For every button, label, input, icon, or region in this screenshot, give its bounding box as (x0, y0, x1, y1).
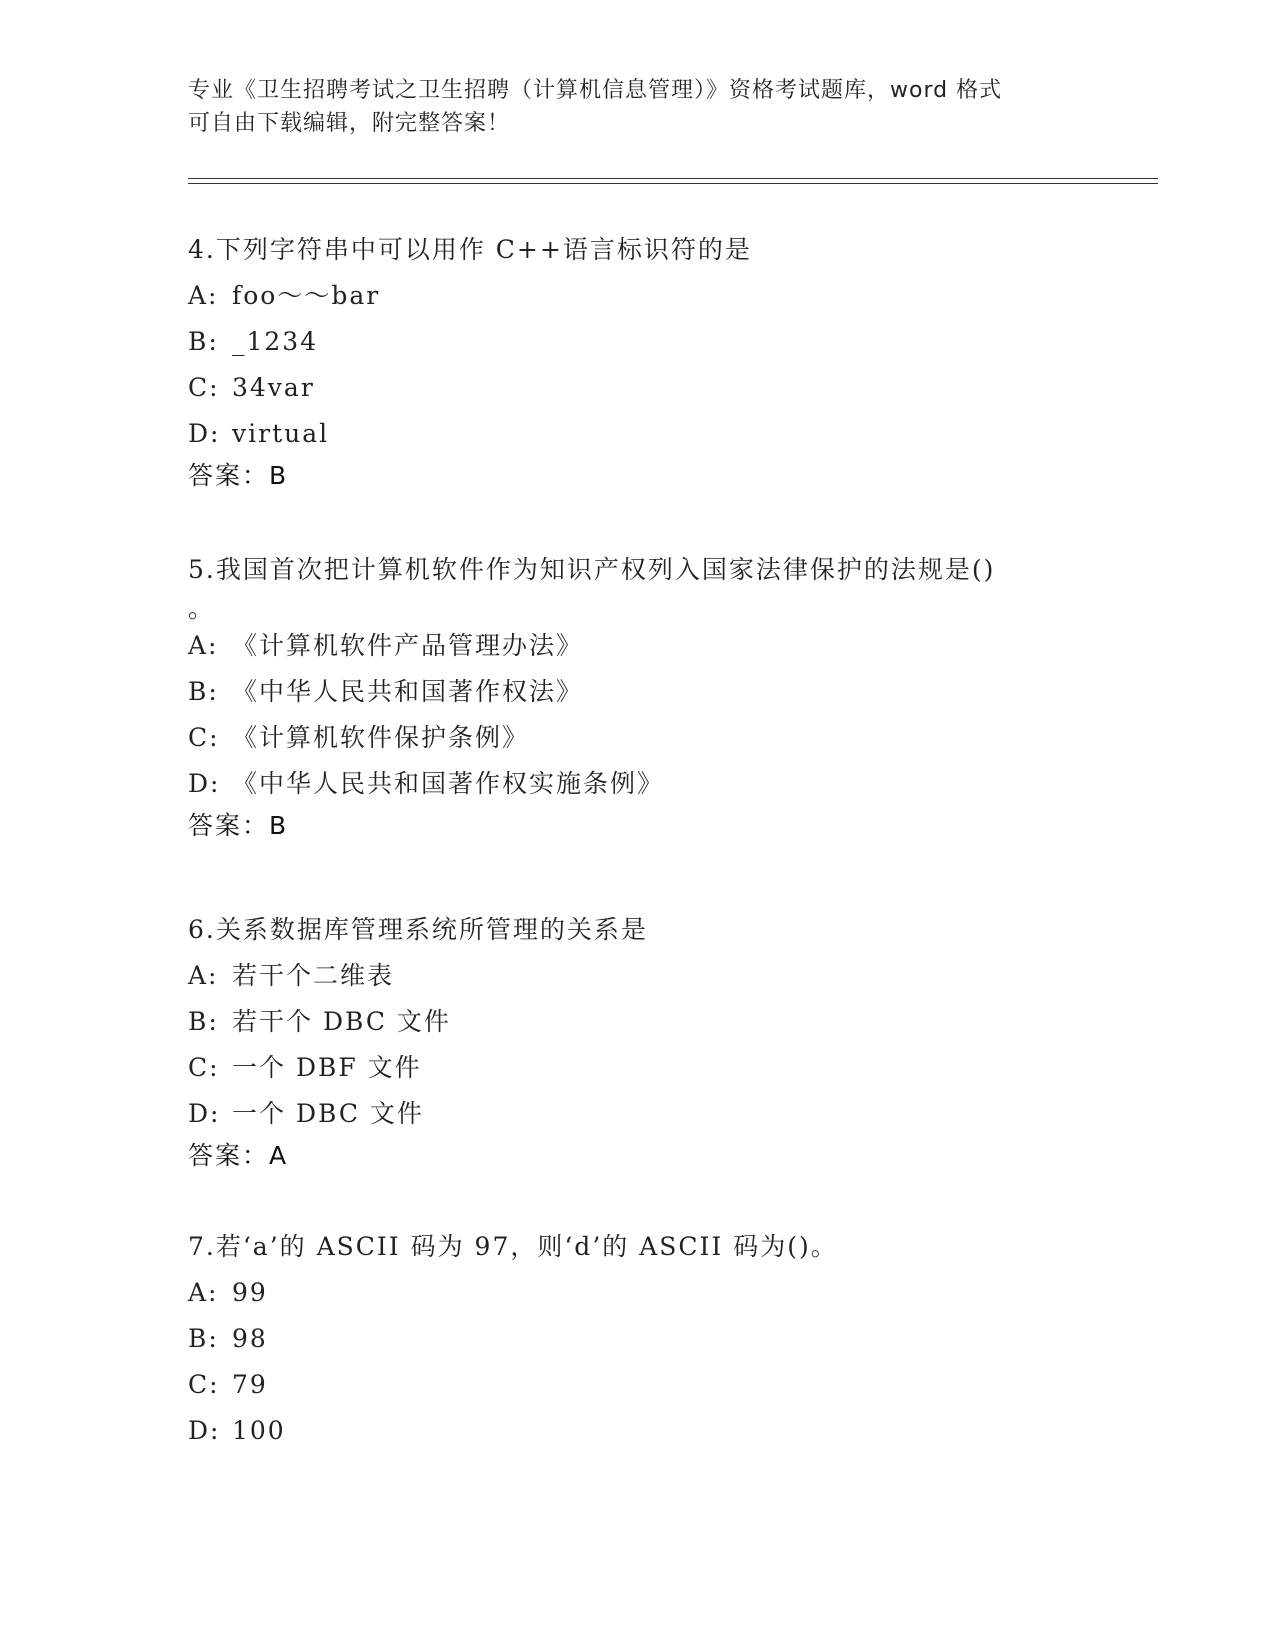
answer-line: 答案：B (188, 461, 289, 490)
option-letter: B: (188, 677, 219, 706)
option-letter: B: (188, 327, 219, 356)
option-c (188, 370, 1088, 416)
option-d (188, 1413, 1088, 1459)
question-stem: 5.我国首次把计算机软件作为知识产权列入国家法律保护的法规是() (188, 555, 996, 584)
option-d (188, 416, 1088, 462)
option-letter: C: (188, 1053, 220, 1082)
option-text: 《计算机软件产品管理办法》 (232, 631, 584, 660)
question-stem: 7.若‘a’的 ASCII 码为 97，则‘d’的 ASCII 码为()。 (188, 1232, 838, 1261)
answer-line: 答案：A (188, 1141, 289, 1170)
option-text: 若干个 DBC 文件 (232, 1007, 451, 1036)
option-text: 一个 DBF 文件 (232, 1053, 422, 1082)
option-a (188, 278, 1088, 324)
option-letter: D: (188, 1099, 221, 1128)
option-c (188, 720, 1088, 766)
question-stem: 6.关系数据库管理系统所管理的关系是 (188, 915, 648, 944)
option-a (188, 958, 1088, 1004)
option-letter: D: (188, 1416, 221, 1445)
option-letter: C: (188, 1370, 220, 1399)
option-d (188, 766, 1088, 812)
option-text: 《计算机软件保护条例》 (232, 723, 530, 752)
option-text: 《中华人民共和国著作权实施条例》 (232, 769, 665, 798)
option-text: 一个 DBC 文件 (232, 1099, 424, 1128)
document-header (188, 74, 1088, 140)
option-letter: B: (188, 1324, 219, 1353)
header-divider-bottom (188, 183, 1158, 184)
option-a (188, 1275, 1088, 1321)
option-letter: D: (188, 419, 221, 448)
answer-line: 答案：B (188, 811, 289, 840)
option-text: 79 (232, 1370, 268, 1399)
option-text: 《中华人民共和国著作权法》 (232, 677, 584, 706)
option-letter: A: (188, 1278, 219, 1307)
option-text: foo～～bar (232, 281, 381, 310)
option-c (188, 1367, 1088, 1413)
option-letter: D: (188, 769, 221, 798)
question-stem: 4.下列字符串中可以用作 C++语言标识符的是 (188, 235, 752, 264)
option-text: 100 (232, 1416, 286, 1445)
option-text: 99 (232, 1278, 268, 1307)
option-letter: B: (188, 1007, 219, 1036)
option-c (188, 1050, 1088, 1096)
option-text: 98 (232, 1324, 268, 1353)
option-text: 若干个二维表 (232, 961, 395, 990)
header-line-2: 可自由下载编辑，附完整答案！ (188, 111, 511, 136)
option-b (188, 1321, 1088, 1367)
question-4 (188, 232, 1088, 494)
question-7 (188, 1229, 1088, 1459)
header-divider-top (188, 178, 1158, 179)
option-b (188, 324, 1088, 370)
question-6 (188, 912, 1088, 1174)
option-letter: A: (188, 631, 219, 660)
option-b (188, 674, 1088, 720)
option-letter: A: (188, 961, 219, 990)
option-text: virtual (232, 419, 330, 448)
option-b (188, 1004, 1088, 1050)
question-5 (188, 552, 1088, 844)
option-letter: C: (188, 373, 220, 402)
option-a (188, 628, 1088, 674)
option-text: 34var (232, 373, 315, 402)
header-line-1: 专业《卫生招聘考试之卫生招聘（计算机信息管理）》资格考试题库，word 格式 (188, 78, 1003, 103)
question-stem-continuation: 。 (188, 594, 214, 623)
option-letter: C: (188, 723, 220, 752)
option-letter: A: (188, 281, 219, 310)
option-d (188, 1096, 1088, 1142)
option-text: _1234 (232, 327, 319, 356)
